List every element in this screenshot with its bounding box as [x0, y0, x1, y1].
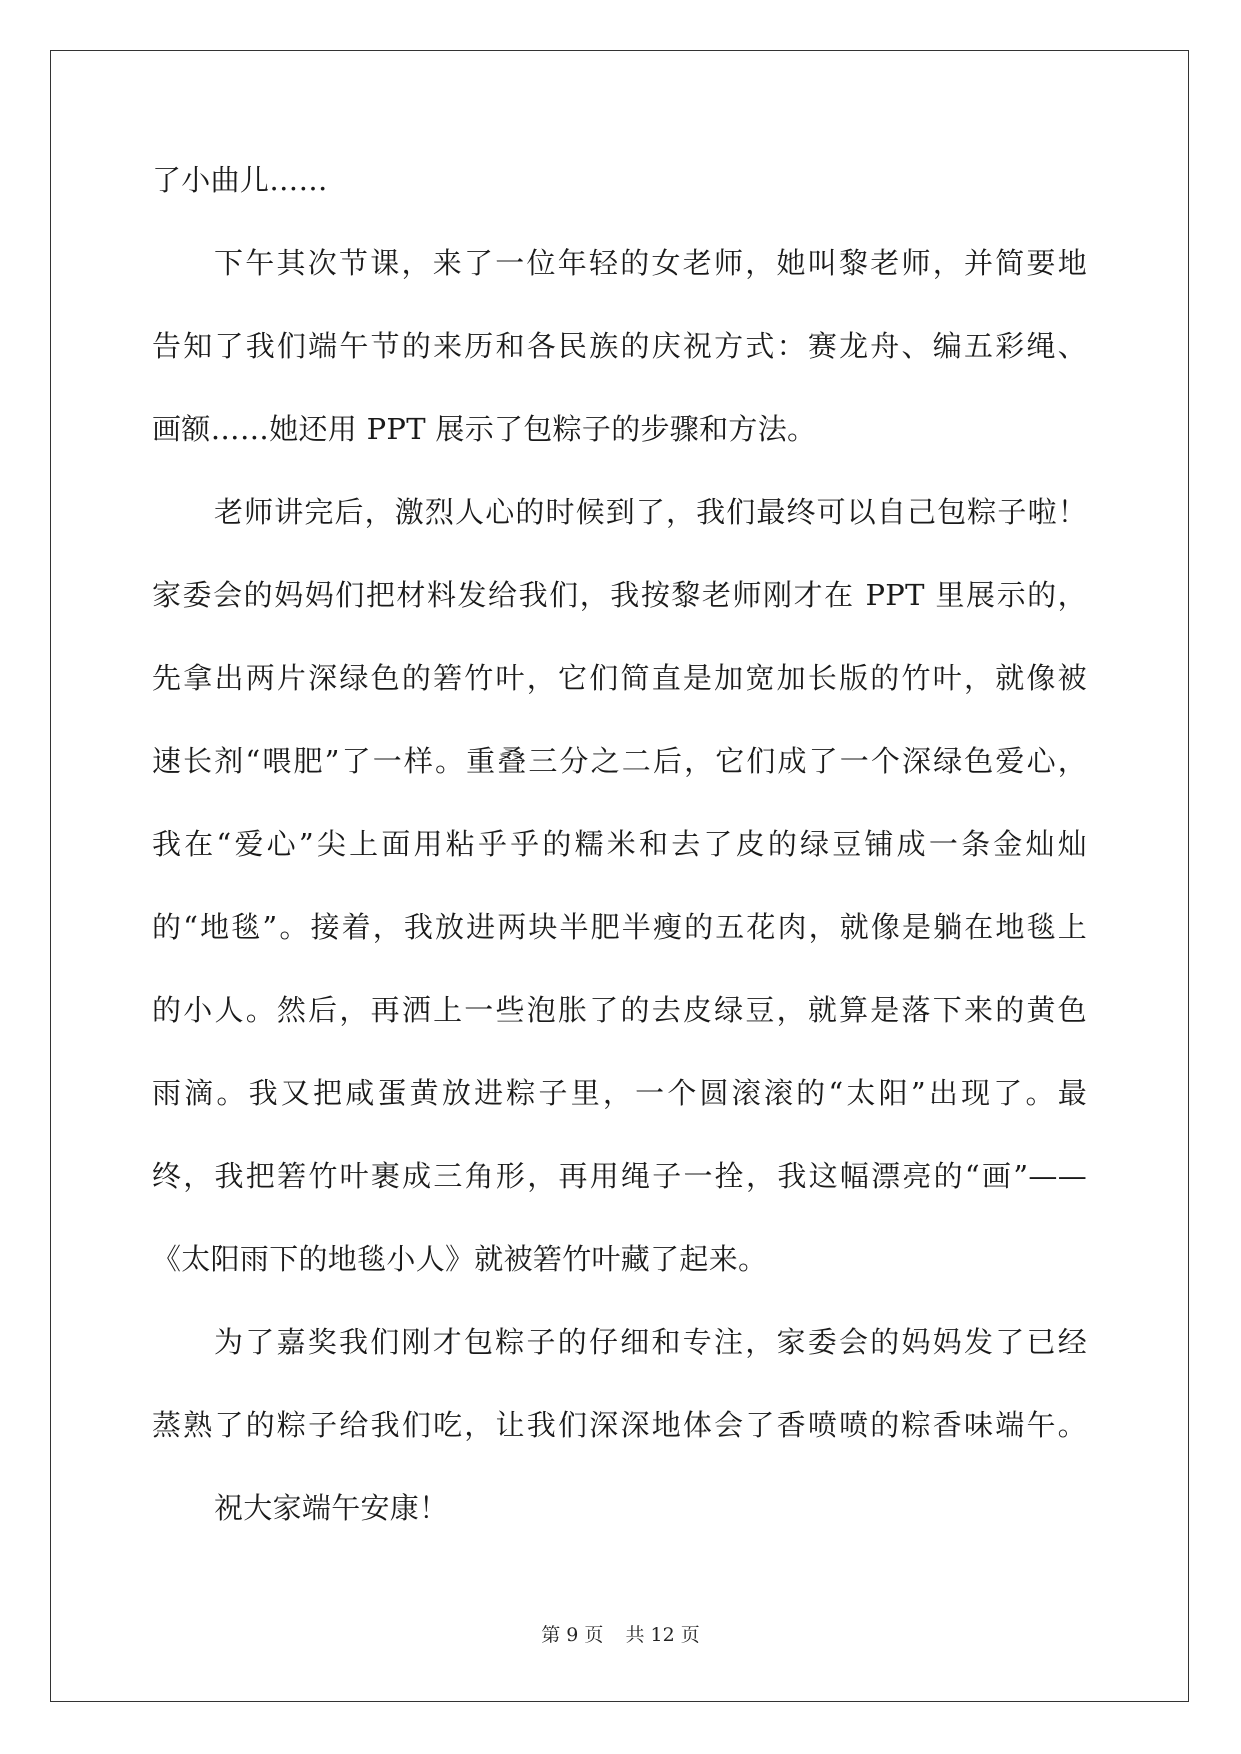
text-line-4: 画额……她还用 PPT 展示了包粽子的步骤和方法。 [152, 412, 817, 446]
text-line-16: 蒸熟了的粽子给我们吃，让我们深深地体会了香喷喷的粽香味端午。 [152, 1408, 1087, 1442]
text-line-2: 下午其次节课，来了一位年轻的女老师，她叫黎老师，并简要地 [214, 246, 1087, 280]
text-line-15: 为了嘉奖我们刚才包粽子的仔细和专注，家委会的妈妈发了已经 [214, 1325, 1087, 1359]
text-line-6: 家委会的妈妈们把材料发给我们，我按黎老师刚才在 PPT 里展示的， [152, 578, 1087, 612]
text-line-14: 《太阳雨下的地毯小人》就被箬竹叶藏了起来。 [152, 1242, 768, 1276]
text-line-9: 我在“爱心”尖上面用粘乎乎的糯米和去了皮的绿豆铺成一条金灿灿 [152, 827, 1087, 861]
text-line-3: 告知了我们端午节的来历和各民族的庆祝方式：赛龙舟、编五彩绳、 [152, 329, 1087, 363]
text-line-10: 的“地毯”。接着，我放进两块半肥半瘦的五花肉，就像是躺在地毯上 [152, 910, 1087, 944]
text-line-1: 了小曲儿…… [152, 163, 328, 197]
page-footer [0, 1620, 1241, 1647]
text-line-8: 速长剂“喂肥”了一样。重叠三分之二后，它们成了一个深绿色爱心， [152, 744, 1087, 778]
page-total: 共 12 页 [625, 1624, 700, 1646]
document-body [152, 160, 1087, 1571]
text-line-13: 终，我把箬竹叶裹成三角形，再用绳子一拴，我这幅漂亮的“画”—— [152, 1159, 1087, 1193]
text-line-12: 雨滴。我又把咸蛋黄放进粽子里，一个圆滚滚的“太阳”出现了。最 [152, 1076, 1087, 1110]
text-line-5: 老师讲完后，激烈人心的时候到了，我们最终可以自己包粽子啦！ [214, 495, 1087, 529]
text-line-17: 祝大家端午安康！ [214, 1491, 449, 1525]
page-number: 第 9 页 [541, 1624, 604, 1646]
text-line-7: 先拿出两片深绿色的箬竹叶，它们简直是加宽加长版的竹叶，就像被 [152, 661, 1087, 695]
text-line-11: 的小人。然后，再洒上一些泡胀了的去皮绿豆，就算是落下来的黄色 [152, 993, 1087, 1027]
